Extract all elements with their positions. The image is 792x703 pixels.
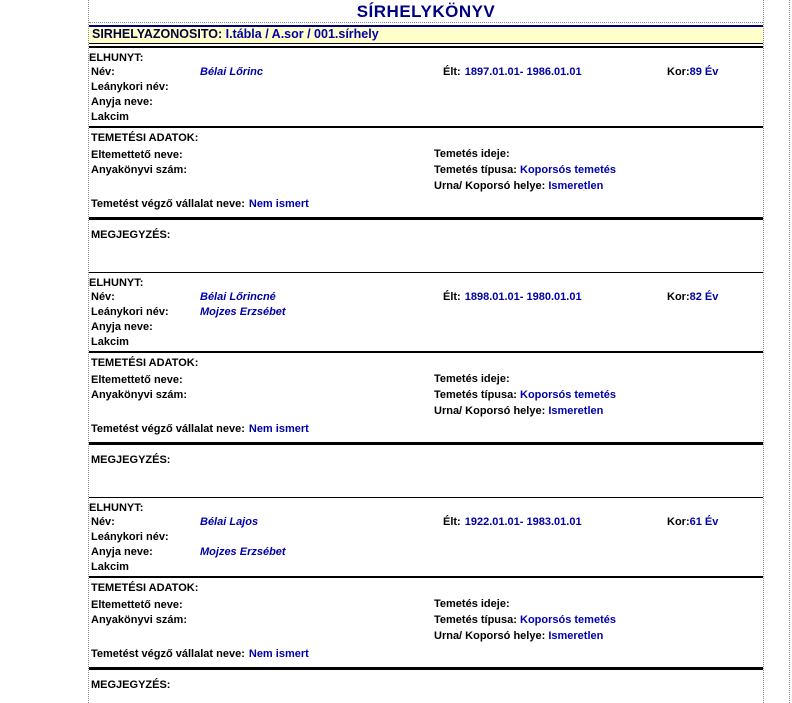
lived-value: 1897.01.01- 1986.01.01 bbox=[464, 66, 582, 78]
notes-section bbox=[89, 445, 763, 497]
burial-type-label: Temetés típusa: bbox=[434, 164, 517, 176]
burial-right-column bbox=[434, 148, 616, 196]
burial-company-row bbox=[89, 423, 763, 438]
urn-coffin-place-value: Ismeretlen bbox=[548, 630, 604, 642]
registry-number-label: Anyakönyvi szám: bbox=[91, 389, 187, 401]
lived-value: 1898.01.01- 1980.01.01 bbox=[464, 291, 582, 303]
print-area bbox=[88, 0, 764, 703]
grave-record-2 bbox=[89, 273, 763, 498]
burial-columns bbox=[89, 148, 763, 196]
maiden-name-row bbox=[89, 531, 763, 546]
mother-name-label: Anyja neve: bbox=[91, 546, 153, 558]
notes-section bbox=[89, 670, 763, 703]
registry-number-label: Anyakönyvi szám: bbox=[91, 164, 187, 176]
notes-heading: MEGJEGYZÉS: bbox=[91, 679, 171, 691]
mother-name-value: Mojzes Erzsébet bbox=[200, 546, 286, 558]
grave-identifier-value: I.tábla / A.sor / 001.sírhely bbox=[225, 27, 379, 41]
name-label: Név: bbox=[91, 516, 115, 528]
burial-company-row bbox=[89, 198, 763, 213]
burial-data-heading: TEMETÉSI ADATOK: bbox=[91, 357, 199, 369]
burial-data-section bbox=[89, 128, 763, 217]
burial-data-section bbox=[89, 353, 763, 442]
lived-field bbox=[443, 291, 582, 303]
name-row bbox=[89, 516, 763, 531]
age-value: 61 Év bbox=[689, 516, 719, 528]
urn-coffin-place-label: Urna/ Koporsó helye: bbox=[434, 630, 546, 642]
maiden-name-label: Leánykori név: bbox=[91, 81, 169, 93]
notes-heading: MEGJEGYZÉS: bbox=[91, 454, 171, 466]
age-field bbox=[667, 66, 718, 78]
page-title: SÍRHELYKÖNYV bbox=[356, 2, 496, 21]
grave-record-3 bbox=[89, 498, 763, 703]
page-edge-guide bbox=[789, 0, 790, 703]
burial-data-section bbox=[89, 578, 763, 667]
age-label: Kor: bbox=[667, 516, 690, 528]
mother-name-row bbox=[89, 96, 763, 111]
age-label: Kor: bbox=[667, 66, 690, 78]
name-row bbox=[89, 291, 763, 306]
address-label: Lakcim bbox=[91, 336, 129, 348]
buried-by-label: Eltemettető neve: bbox=[91, 374, 183, 386]
burial-type-value: Koporsós temetés bbox=[520, 614, 616, 626]
name-label: Név: bbox=[91, 291, 115, 303]
age-value: 82 Év bbox=[689, 291, 719, 303]
burial-company-label: Temetést végző vállalat neve: bbox=[91, 198, 245, 210]
buried-by-label: Eltemettető neve: bbox=[91, 599, 183, 611]
notes-heading: MEGJEGYZÉS: bbox=[91, 229, 171, 241]
name-value: Bélai Lőrinc bbox=[200, 66, 263, 78]
title-row bbox=[89, 0, 763, 23]
lived-field bbox=[443, 516, 582, 528]
age-label: Kor: bbox=[667, 291, 690, 303]
mother-name-label: Anyja neve: bbox=[91, 321, 153, 333]
lived-label: Élt: bbox=[443, 66, 461, 78]
burial-right-column bbox=[434, 373, 616, 421]
name-value: Bélai Lőrincné bbox=[200, 291, 276, 303]
burial-type-label: Temetés típusa: bbox=[434, 614, 517, 626]
burial-columns bbox=[89, 373, 763, 421]
maiden-name-row bbox=[89, 306, 763, 321]
burial-company-row bbox=[89, 648, 763, 663]
deceased-heading: ELHUNYT: bbox=[89, 502, 144, 514]
name-row bbox=[89, 66, 763, 81]
mother-name-row bbox=[89, 546, 763, 561]
burial-left-column bbox=[91, 599, 187, 629]
burial-data-heading: TEMETÉSI ADATOK: bbox=[91, 582, 199, 594]
notes-section bbox=[89, 220, 763, 272]
burial-company-value: Nem ismert bbox=[248, 423, 309, 435]
registry-number-label: Anyakönyvi szám: bbox=[91, 614, 187, 626]
burial-company-value: Nem ismert bbox=[248, 648, 309, 660]
burial-right-column bbox=[434, 598, 616, 646]
burial-date-label: Temetés ideje: bbox=[434, 598, 510, 610]
urn-coffin-place-value: Ismeretlen bbox=[548, 405, 604, 417]
deceased-section bbox=[89, 273, 763, 351]
age-value: 89 Év bbox=[689, 66, 719, 78]
lived-label: Élt: bbox=[443, 291, 461, 303]
burial-date-label: Temetés ideje: bbox=[434, 373, 510, 385]
grave-identifier-label: SIRHELYAZONOSITO: bbox=[92, 27, 223, 41]
burial-type-value: Koporsós temetés bbox=[520, 164, 616, 176]
burial-type-label: Temetés típusa: bbox=[434, 389, 517, 401]
burial-columns bbox=[89, 598, 763, 646]
mother-name-row bbox=[89, 321, 763, 336]
burial-data-heading: TEMETÉSI ADATOK: bbox=[91, 132, 199, 144]
deceased-heading: ELHUNYT: bbox=[89, 52, 144, 64]
urn-coffin-place-value: Ismeretlen bbox=[548, 180, 604, 192]
grave-identifier-bar bbox=[89, 25, 763, 44]
address-label: Lakcim bbox=[91, 111, 129, 123]
address-row bbox=[89, 111, 763, 126]
deceased-section bbox=[89, 498, 763, 576]
maiden-name-label: Leánykori név: bbox=[91, 306, 169, 318]
burial-company-value: Nem ismert bbox=[248, 198, 309, 210]
maiden-name-row bbox=[89, 81, 763, 96]
name-label: Név: bbox=[91, 66, 115, 78]
urn-coffin-place-label: Urna/ Koporsó helye: bbox=[434, 180, 546, 192]
mother-name-label: Anyja neve: bbox=[91, 96, 153, 108]
maiden-name-value: Mojzes Erzsébet bbox=[200, 306, 286, 318]
burial-date-label: Temetés ideje: bbox=[434, 148, 510, 160]
address-row bbox=[89, 336, 763, 351]
lived-label: Élt: bbox=[443, 516, 461, 528]
burial-company-label: Temetést végző vállalat neve: bbox=[91, 648, 245, 660]
age-field bbox=[667, 291, 718, 303]
deceased-heading: ELHUNYT: bbox=[89, 277, 144, 289]
urn-coffin-place-label: Urna/ Koporsó helye: bbox=[434, 405, 546, 417]
burial-left-column bbox=[91, 374, 187, 404]
lived-field bbox=[443, 66, 582, 78]
grave-record-1 bbox=[89, 48, 763, 273]
maiden-name-label: Leánykori név: bbox=[91, 531, 169, 543]
address-row bbox=[89, 561, 763, 576]
lived-value: 1922.01.01- 1983.01.01 bbox=[464, 516, 582, 528]
name-value: Bélai Lajos bbox=[200, 516, 259, 528]
buried-by-label: Eltemettető neve: bbox=[91, 149, 183, 161]
burial-company-label: Temetést végző vállalat neve: bbox=[91, 423, 245, 435]
age-field bbox=[667, 516, 718, 528]
burial-left-column bbox=[91, 149, 187, 179]
address-label: Lakcim bbox=[91, 561, 129, 573]
deceased-section bbox=[89, 48, 763, 126]
burial-type-value: Koporsós temetés bbox=[520, 389, 616, 401]
